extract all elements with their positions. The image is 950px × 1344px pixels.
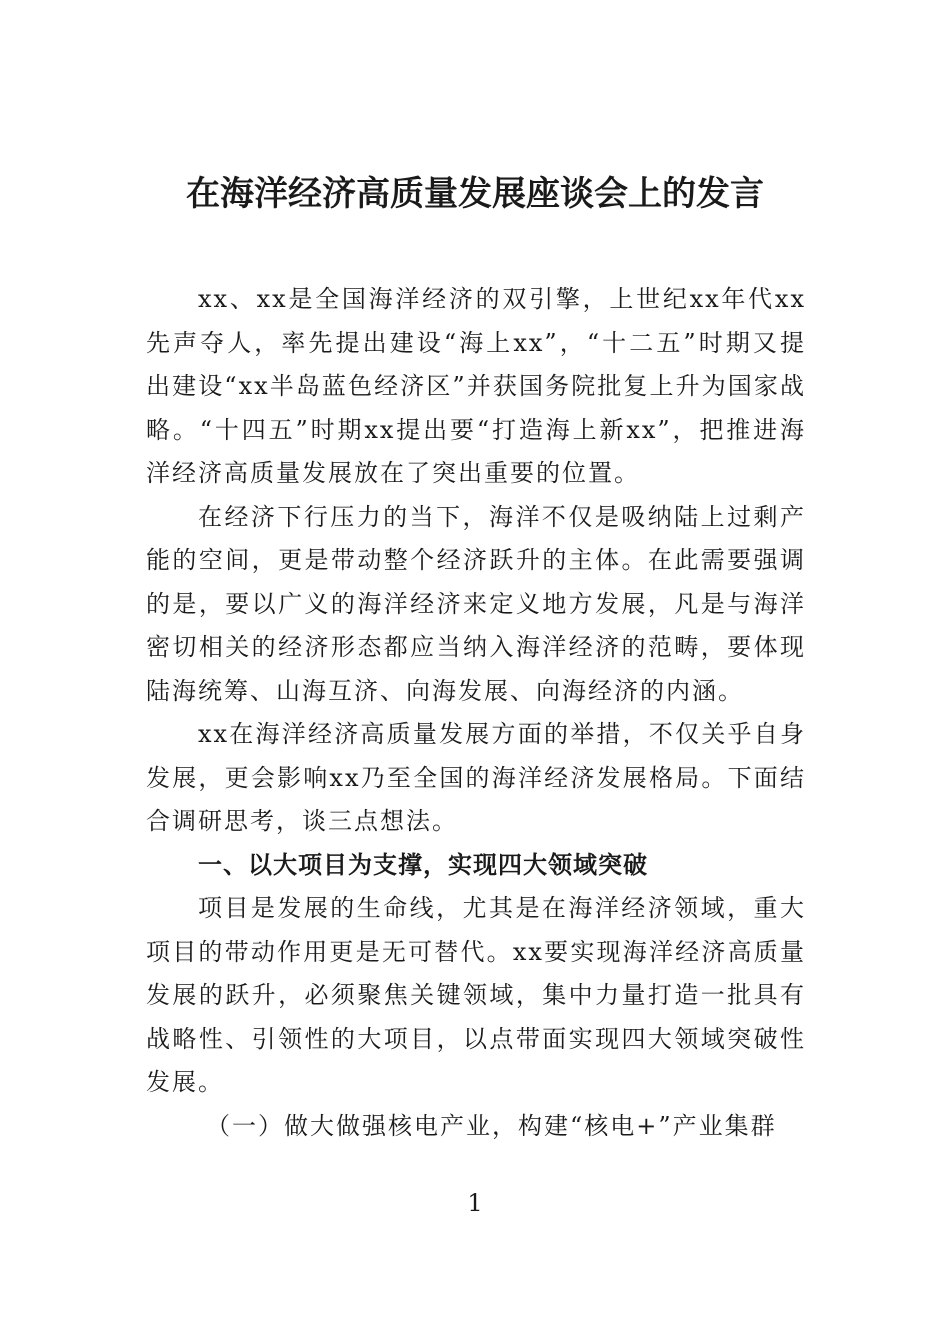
subsection-heading: （一）做大做强核电产业，构建“核电+”产业集群 [206, 1111, 777, 1140]
paragraph-intro: xx、xx是全国海洋经济的双引擎，上世纪xx年代xx先声夺人，率先提出建设“海上xx”，“十二五”时期又提出建设“xx半岛蓝色经济区”并获国务院批复上升为国家战略。“十四五”时期xx提出要“打造海上新xx”，把推进海洋经济高质量发展放在了突出重要的位置。 [146, 285, 806, 487]
page-number: 1 [467, 1189, 483, 1217]
paragraph-outline: xx在海洋经济高质量发展方面的举措，不仅关乎自身发展，更会影响xx乃至全国的海洋经济发展格局。下面结合调研思考，谈三点想法。 [146, 720, 806, 835]
section-heading: 一、以大项目为支撑，实现四大领域突破 [198, 850, 648, 879]
paragraph-section-one: 项目是发展的生命线，尤其是在海洋经济领域，重大项目的带动作用更是无可替代。xx要实现海洋经济高质量发展的跃升，必须聚焦关键领域，集中力量打造一批具有战略性、引领性的大项目，以点带面实现四大领域突破性发展。 [146, 894, 806, 1096]
document-body [146, 278, 806, 1148]
paragraph-context: 在经济下行压力的当下，海洋不仅是吸纳陆上过剩产能的空间，更是带动整个经济跃升的主体。在此需要强调的是，要以广义的海洋经济来定义地方发展，凡是与海洋密切相关的经济形态都应当纳入海洋经济的范畴，要体现陆海统筹、山海互济、向海发展、向海经济的内涵。 [146, 502, 806, 705]
document-title: 在海洋经济高质量发展座谈会上的发言 [186, 174, 764, 214]
